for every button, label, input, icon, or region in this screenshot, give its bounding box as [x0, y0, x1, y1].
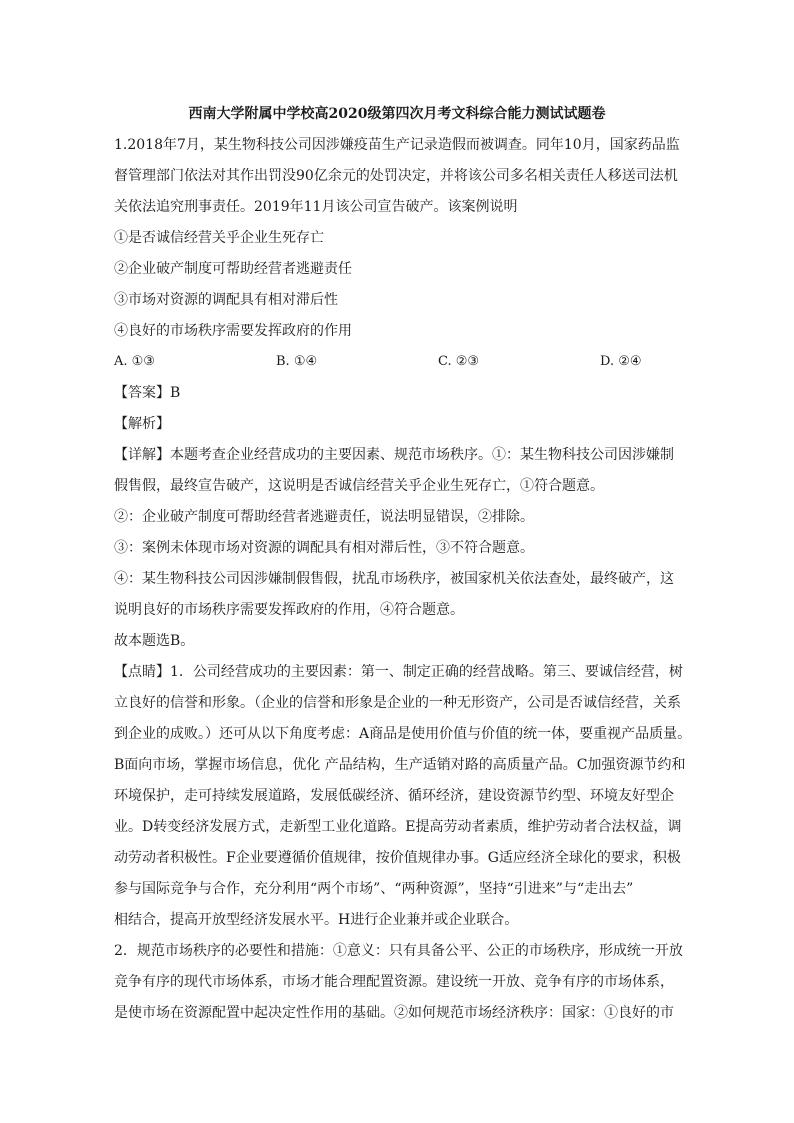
option-b: B. ①④: [276, 354, 318, 369]
notes-line-6: 业。D转变经济发展方式，走新型工业化道路。E提高劳动者素质，维护劳动者合法权益，调: [114, 819, 682, 835]
analysis-heading: 【解析】: [114, 416, 170, 432]
question-stem-line-1: 1.2018年7月，某生物科技公司因涉嫌疫苗生产记录造假而被调查。同年10月，国家药品监: [114, 137, 680, 153]
analysis-line-3: ②：企业破产制度可帮助经营者逃避责任，说法明显错误，②排除。: [114, 509, 534, 525]
notes-line-7: 动劳动者积极性。F企业要遵循价值规律，按价值规律办事。G适应经济全球化的要求，积极: [114, 850, 681, 866]
analysis-line-5: ④：某生物科技公司因涉嫌制假售假，扰乱市场秩序，被国家机关依法查处，最终破产，这: [114, 571, 674, 587]
notes-line-5: 环境保护，走可持续发展道路，发展低碳经济、循环经济，建设资源节约型、环境友好型企: [114, 788, 674, 804]
question-stem-line-2: 督管理部门依法对其作出罚没90亿余元的处罚决定，并将该公司多名相关责任人移送司法机: [114, 168, 678, 184]
notes-line-9: 相结合，提高开放型经济发展水平。H进行企业兼并或企业联合。: [114, 912, 519, 928]
option-a: A. ①③: [114, 354, 155, 369]
question-item-4: ④良好的市场秩序需要发挥政府的作用: [114, 323, 352, 339]
analysis-line-2: 假售假，最终宣告破产，这说明是否诚信经营关乎企业生死存亡，①符合题意。: [114, 478, 604, 494]
notes-line-11: 竞争有序的现代市场体系，市场才能合理配置资源。建设统一开放、竞争有序的市场体系，: [114, 974, 674, 990]
question-stem-line-3: 关依法追究刑事责任。2019年11月该公司宣告破产。该案例说明: [114, 199, 518, 215]
analysis-line-4: ③：案例未体现市场对资源的调配具有相对滞后性，③不符合题意。: [114, 540, 534, 556]
analysis-line-6: 说明良好的市场秩序需要发挥政府的作用，④符合题意。: [114, 602, 464, 618]
document-title: 西南大学附属中学校高2020级第四次月考文科综合能力测试试题卷: [188, 106, 606, 122]
option-d: D. ②④: [600, 354, 642, 369]
notes-line-8: 参与国际竞争与合作，充分利用“两个市场”、“两种资源”，坚持“引进来”与“走出去”: [114, 881, 634, 897]
notes-line-10: 2．规范市场秩序的必要性和措施：①意义：只有具备公平、公正的市场秩序，形成统一开放: [114, 943, 683, 959]
question-item-3: ③市场对资源的调配具有相对滞后性: [114, 292, 338, 308]
notes-line-3: 到企业的成败。）还可从以下角度考虑：A商品是使用价值与价值的统一体，要重视产品质量。: [114, 726, 692, 742]
question-item-1: ①是否诚信经营关乎企业生死存亡: [114, 230, 324, 246]
analysis-line-7: 故本题选B。: [114, 633, 195, 649]
notes-line-4: B面向市场，掌握市场信息，优化 产品结构，生产适销对路的高质量产品。C加强资源节约和: [114, 757, 686, 773]
notes-line-2: 立良好的信誉和形象。（企业的信誉和形象是企业的一种无形资产，公司是否诚信经营，关系: [114, 695, 681, 711]
notes-line-12: 是使市场在资源配置中起决定性作用的基础。②如何规范市场经济秩序：国家：①良好的市: [114, 1005, 674, 1021]
option-c: C. ②③: [438, 354, 480, 369]
analysis-line-1: 【详解】本题考查企业经营成功的主要因素、规范市场秩序。①：某生物科技公司因涉嫌制: [114, 447, 674, 463]
answer-line: 【答案】B: [114, 385, 181, 401]
notes-line-1: 【点睛】1．公司经营成功的主要因素：第一、制定正确的经营战略。第三、要诚信经营，树: [114, 664, 683, 680]
question-item-2: ②企业破产制度可帮助经营者逃避责任: [114, 261, 352, 277]
